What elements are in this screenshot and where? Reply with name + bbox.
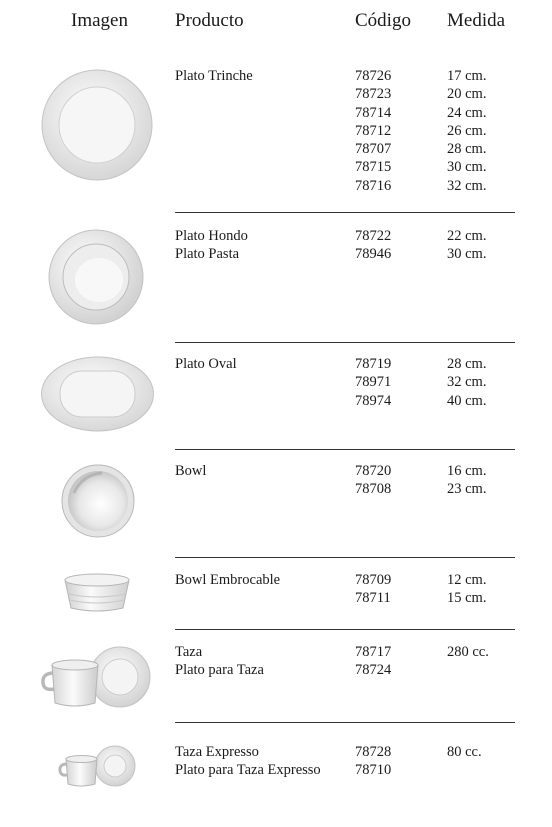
product-size: 26 cm. (447, 122, 487, 139)
product-code: 78720 (355, 463, 392, 479)
product-names (175, 571, 280, 589)
deep-plate-icon (47, 228, 145, 326)
product-size: 30 cm. (447, 159, 487, 176)
product-name: Bowl (175, 463, 207, 479)
product-size: 32 cm. (447, 177, 487, 194)
product-size: 80 cc. (447, 744, 482, 760)
product-code: 78974 (355, 392, 392, 409)
product-code: 78726 (355, 68, 392, 84)
product-sizes (447, 462, 486, 499)
product-code: 78728 (355, 744, 392, 760)
dinner-plate-icon (40, 68, 154, 182)
product-size: 12 cm. (447, 572, 487, 588)
product-codes (355, 227, 391, 264)
product-size: 17 cm. (447, 68, 487, 84)
product-sizes (447, 571, 486, 608)
product-name: Bowl Embrocable (175, 572, 281, 588)
product-code: 78715 (355, 159, 392, 176)
header-code: Código (355, 10, 411, 31)
product-codes (355, 743, 391, 780)
product-size: 32 cm. (447, 374, 487, 391)
product-codes (355, 643, 391, 680)
product-size: 23 cm. (447, 481, 487, 498)
product-codes (355, 571, 391, 608)
product-code: 78711 (355, 590, 391, 607)
row-divider (175, 557, 515, 558)
product-size: 280 cc. (447, 644, 489, 660)
product-size: 22 cm. (447, 228, 487, 244)
product-code: 78708 (355, 481, 392, 498)
product-code: 78709 (355, 572, 392, 588)
oval-platter-icon (40, 355, 155, 433)
product-name: Plato Oval (175, 356, 237, 372)
cup-and-saucer-icon (40, 645, 152, 713)
product-names (175, 643, 264, 680)
product-names (175, 743, 321, 780)
product-code: 78714 (355, 104, 392, 121)
product-name: Plato para Taza Expresso (175, 762, 321, 779)
espresso-cup-and-saucer-icon (57, 742, 137, 790)
row-divider (175, 629, 515, 630)
product-size: 20 cm. (447, 86, 487, 103)
product-size: 16 cm. (447, 463, 487, 479)
product-names (175, 355, 237, 373)
stackable-bowl-icon (63, 572, 131, 614)
product-code: 78946 (355, 246, 392, 263)
product-code: 78723 (355, 86, 392, 103)
product-size: 30 cm. (447, 246, 487, 263)
product-code: 78722 (355, 228, 392, 244)
product-name: Plato Hondo (175, 228, 248, 244)
header-size: Medida (447, 10, 506, 31)
product-code: 78724 (355, 662, 392, 679)
product-size: 24 cm. (447, 104, 487, 121)
product-code: 78716 (355, 177, 392, 194)
bowl-icon (60, 463, 136, 539)
product-code: 78971 (355, 374, 392, 391)
product-name: Plato Trinche (175, 68, 253, 84)
product-names (175, 227, 248, 264)
product-names (175, 67, 253, 85)
product-code: 78719 (355, 356, 392, 372)
product-sizes (447, 67, 486, 195)
header-product: Producto (175, 10, 244, 31)
product-codes (355, 67, 391, 195)
product-codes (355, 462, 391, 499)
product-code: 78710 (355, 762, 392, 779)
product-size: 40 cm. (447, 392, 487, 409)
product-name: Taza (175, 644, 203, 660)
product-codes (355, 355, 391, 410)
product-code: 78707 (355, 141, 392, 158)
product-size: 15 cm. (447, 590, 487, 607)
row-divider (175, 212, 515, 213)
product-names (175, 462, 206, 480)
product-sizes (447, 227, 486, 264)
product-sizes (447, 355, 486, 410)
product-name: Plato para Taza (175, 662, 264, 679)
product-sizes (447, 743, 482, 761)
header-image: Imagen (71, 10, 128, 31)
row-divider (175, 342, 515, 343)
product-code: 78712 (355, 122, 392, 139)
product-size: 28 cm. (447, 356, 487, 372)
row-divider (175, 449, 515, 450)
product-name: Taza Expresso (175, 744, 259, 760)
row-divider (175, 722, 515, 723)
product-size: 28 cm. (447, 141, 487, 158)
product-name: Plato Pasta (175, 246, 240, 263)
product-sizes (447, 643, 489, 661)
product-code: 78717 (355, 644, 392, 660)
